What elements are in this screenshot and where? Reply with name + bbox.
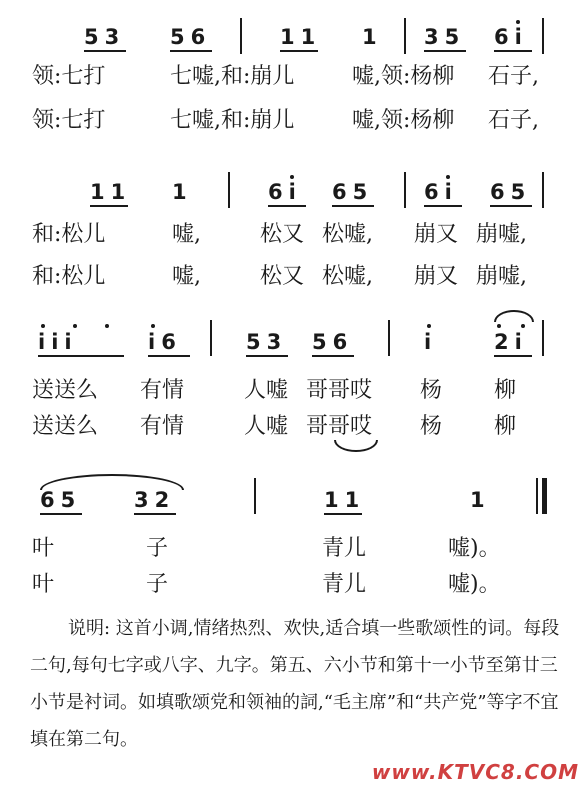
lyric: 石子, — [488, 64, 539, 89]
lyric: 崩又 — [414, 222, 459, 247]
lyric: 子 — [146, 572, 169, 597]
note-group: 53 — [246, 330, 288, 354]
lyric: 杨 — [420, 378, 443, 403]
slur — [334, 440, 378, 452]
lyric: 崩嘘, — [476, 264, 527, 289]
bar-line — [404, 172, 406, 208]
note-group: 56 — [312, 330, 354, 354]
note-group: 1 — [362, 25, 383, 49]
bar-line — [404, 18, 406, 54]
underline-beam — [38, 355, 124, 357]
note-group: 56 — [170, 25, 212, 49]
lyric: 哥哥哎 — [306, 378, 373, 403]
lyric: 柳 — [494, 378, 517, 403]
underline-beam — [90, 205, 128, 207]
note-group: iii — [38, 330, 78, 354]
lyric: 青儿 — [322, 572, 367, 597]
high-octave-dot — [290, 175, 294, 179]
lyric: 人嘘 — [244, 414, 289, 439]
lyric: 青儿 — [322, 536, 367, 561]
underline-beam — [268, 205, 306, 207]
lyric: 有情 — [140, 414, 185, 439]
lyric: 哥哥哎 — [306, 414, 373, 439]
underline-beam — [332, 205, 374, 207]
lyric: 杨 — [420, 414, 443, 439]
note-group: 6i — [494, 25, 528, 49]
watermark: www.KTVC8.COM — [371, 760, 579, 784]
note-group: 11 — [90, 180, 132, 204]
note-group: 1 — [172, 180, 193, 204]
lyric: 松又 — [260, 264, 305, 289]
lyric: 松嘘, — [322, 264, 373, 289]
underline-beam — [40, 513, 82, 515]
bar-line — [228, 172, 230, 208]
note-group: 6i — [268, 180, 302, 204]
bar-line — [240, 18, 242, 54]
lyric: 送送么 — [32, 378, 99, 403]
bar-line — [388, 320, 390, 356]
high-octave-dot — [427, 324, 431, 328]
high-octave-dot — [516, 20, 520, 24]
bar-line — [542, 18, 544, 54]
final-bar-thin — [536, 478, 538, 514]
lyric: 石子, — [488, 108, 539, 133]
note-group: 32 — [134, 488, 176, 512]
lyric: 柳 — [494, 414, 517, 439]
lyric: 嘘,领:杨柳 — [352, 108, 455, 133]
note-group: i — [424, 330, 438, 354]
explanation-note: 说明: 这首小调,情绪热烈、欢快,适合填一些歌颂性的词。每段二句,每句七字或八字、九字。第五、六小节和第十一小节至第廿三小节是衬词。如填歌颂党和领袖的詞,“毛主席”和“共产党”等字不宜填在第二句。 — [30, 618, 560, 750]
note-group: 2i — [494, 330, 528, 354]
note-group: 65 — [490, 180, 532, 204]
lyric: 嘘, — [172, 264, 201, 289]
high-octave-dot — [41, 324, 45, 328]
lyric: 人嘘 — [244, 378, 289, 403]
lyric: 和:松儿 — [32, 264, 106, 289]
underline-beam — [134, 513, 176, 515]
lyric: 领:七打 — [32, 108, 106, 133]
high-octave-dot — [73, 324, 77, 328]
underline-beam — [170, 50, 212, 52]
bar-line — [542, 172, 544, 208]
lyric: 送送么 — [32, 414, 99, 439]
lyric: 崩又 — [414, 264, 459, 289]
underline-beam — [312, 355, 354, 357]
high-octave-dot — [497, 324, 501, 328]
underline-beam — [490, 205, 532, 207]
slur — [494, 310, 534, 322]
underline-beam — [494, 50, 532, 52]
underline-beam — [324, 513, 362, 515]
underline-beam — [280, 50, 318, 52]
final-bar-thick — [542, 478, 547, 514]
lyric: 七嘘,和:崩儿 — [170, 64, 295, 89]
underline-beam — [84, 50, 126, 52]
note-group: 65 — [40, 488, 82, 512]
high-octave-dot — [105, 324, 109, 328]
lyric: 崩嘘, — [476, 222, 527, 247]
lyric: 松嘘, — [322, 222, 373, 247]
lyric: 叶 — [32, 536, 55, 561]
lyric: 有情 — [140, 378, 185, 403]
underline-beam — [424, 50, 466, 52]
note-group: 65 — [332, 180, 374, 204]
lyric: 松又 — [260, 222, 305, 247]
underline-beam — [494, 355, 532, 357]
note-group: 1 — [470, 488, 491, 512]
underline-beam — [148, 355, 190, 357]
lyric: 七嘘,和:崩儿 — [170, 108, 295, 133]
underline-beam — [246, 355, 288, 357]
high-octave-dot — [521, 324, 525, 328]
lyric: 嘘,领:杨柳 — [352, 64, 455, 89]
high-octave-dot — [446, 175, 450, 179]
bar-line — [542, 320, 544, 356]
high-octave-dot — [151, 324, 155, 328]
lyric: 领:七打 — [32, 64, 106, 89]
bar-line — [210, 320, 212, 356]
lyric: 嘘, — [172, 222, 201, 247]
note-group: 35 — [424, 25, 466, 49]
note-group: 53 — [84, 25, 126, 49]
lyric: 嘘)。 — [448, 572, 501, 597]
lyric: 和:松儿 — [32, 222, 106, 247]
lyric: 叶 — [32, 572, 55, 597]
lyric: 嘘)。 — [448, 536, 501, 561]
bar-line — [254, 478, 256, 514]
note-group: i6 — [148, 330, 182, 354]
note-group: 11 — [280, 25, 322, 49]
note-group: 6i — [424, 180, 458, 204]
underline-beam — [424, 205, 462, 207]
note-group: 11 — [324, 488, 366, 512]
lyric: 子 — [146, 536, 169, 561]
